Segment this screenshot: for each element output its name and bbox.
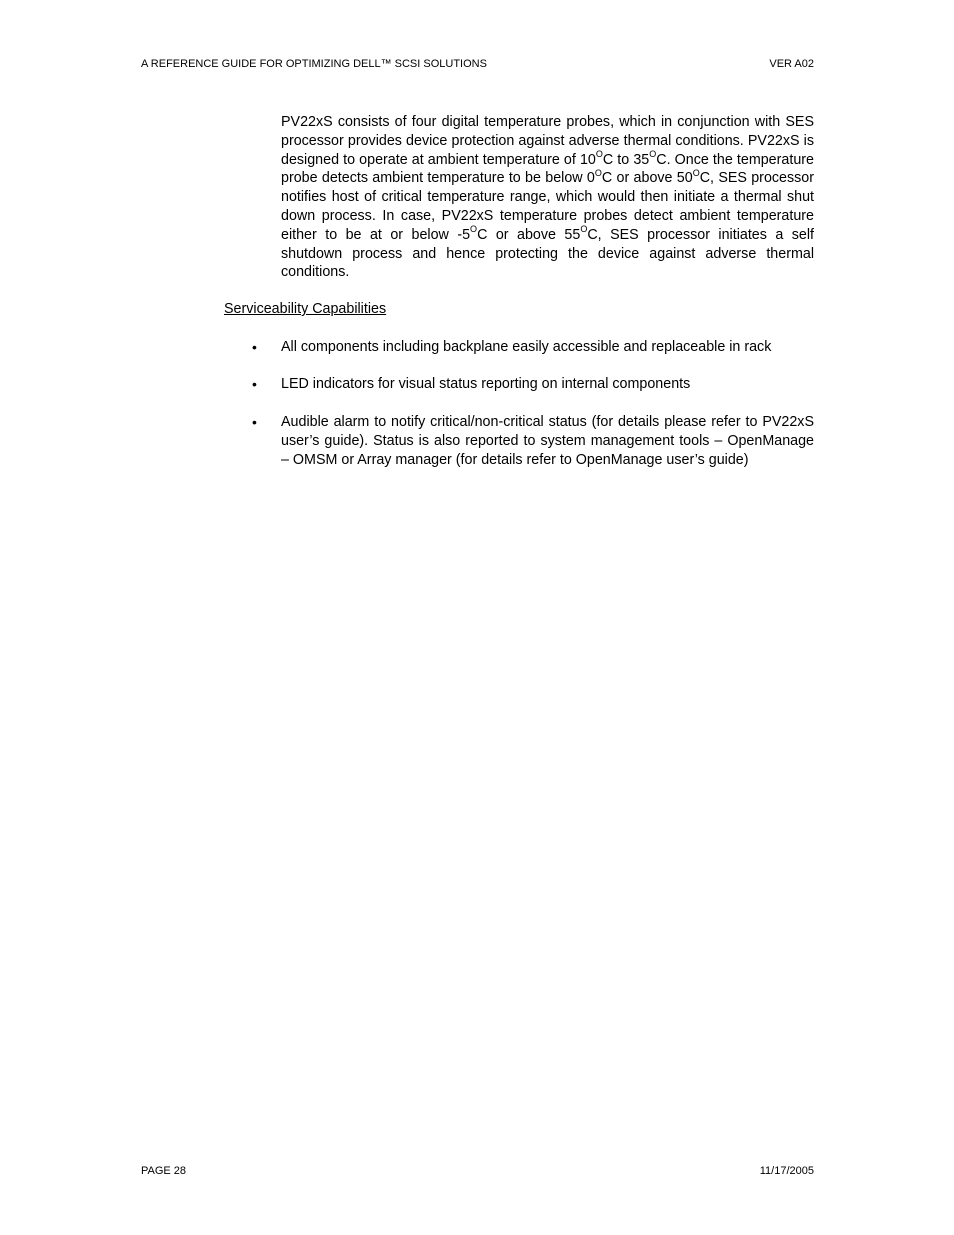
intro-text-2: C to 35 [602, 151, 650, 168]
bullet-icon: • [252, 414, 257, 430]
list-item [252, 375, 814, 394]
list-item-text: Audible alarm to notify critical/non-critical status (for details please refer to PV22xS user’s guide). Status is also reported to system management tools – OpenManage – OMSM or Array manager (for details refer to OpenManage user’s guide) [281, 414, 814, 468]
degree-superscript-4: O [692, 167, 700, 178]
degree-superscript-6: O [580, 224, 588, 235]
serviceability-heading: Serviceability Capabilities [224, 301, 387, 317]
bullet-icon: • [252, 376, 257, 392]
intro-text-5: C, SES processor notifies host of critical temperature range, which would then initiate a thermal shut down process. In case, PV22xS temperature probes detect ambient temperature either to be at or below -5 [281, 170, 815, 243]
degree-superscript-5: O [470, 224, 478, 235]
intro-text-1: PV22xS consists of four digital temperature probes, which in conjunction with SES processor provides device protection against adverse thermal conditions. PV22xS is designed to operate at ambient temperature of 10 [281, 114, 814, 168]
intro-text-7: C, SES processor initiates a self shutdown process and hence protecting the device against adverse thermal conditions. [281, 226, 815, 281]
running-header-version: VER A02 [769, 58, 814, 70]
intro-text-3: C. Once the temperature probe detects ambient temperature to be below 0 [281, 151, 814, 187]
intro-text-6: C or above 55 [477, 226, 581, 243]
list-item-text: All components including backplane easily accessible and replaceable in rack [281, 339, 772, 355]
bullet-icon: • [252, 339, 257, 355]
document-date: 11/17/2005 [759, 1165, 814, 1177]
running-header-title: A REFERENCE GUIDE FOR OPTIMIZING DELL™ SCSI SOLUTIONS [141, 58, 487, 70]
temperature-probe-paragraph [281, 113, 814, 282]
list-item-text: LED indicators for visual status reporting on internal components [281, 376, 691, 392]
degree-superscript-3: O [594, 167, 602, 178]
list-item [252, 338, 814, 357]
degree-superscript-2: O [649, 148, 657, 159]
intro-text-4: C or above 50 [601, 170, 693, 187]
page-number: PAGE 28 [141, 1165, 187, 1177]
degree-superscript-1: O [595, 148, 603, 159]
list-item [252, 413, 814, 469]
